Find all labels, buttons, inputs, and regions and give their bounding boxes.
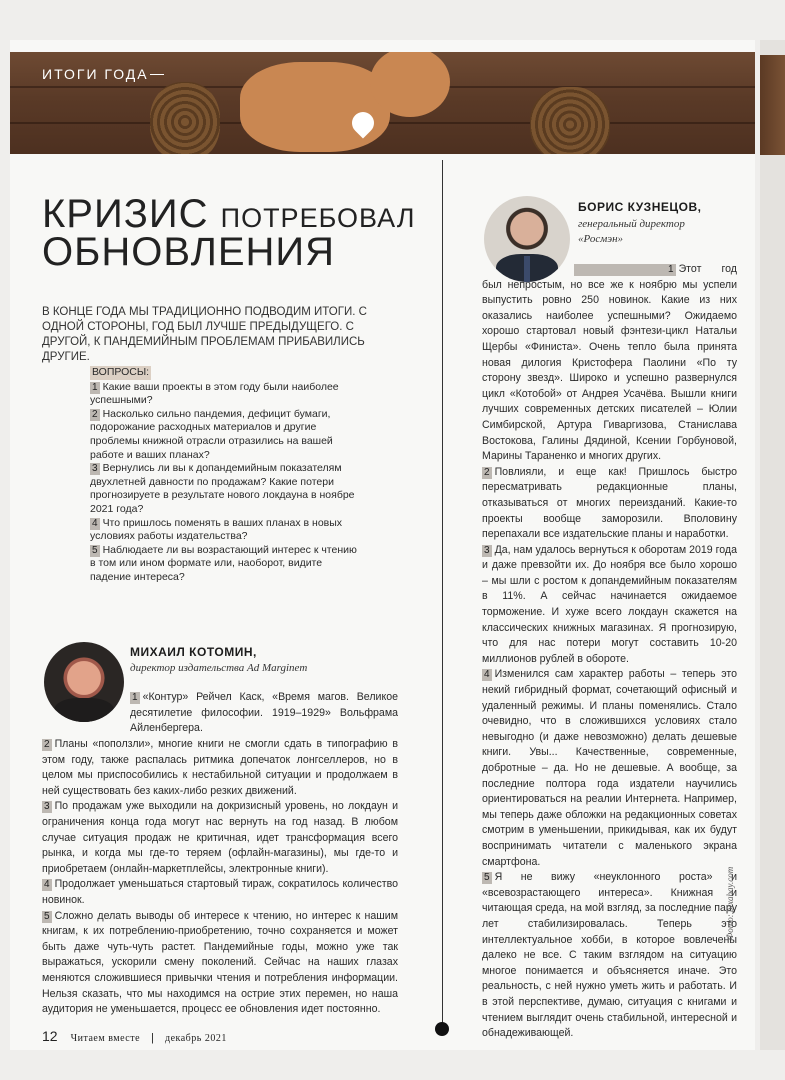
section-tag-rule	[150, 74, 164, 75]
answer-number: 4	[484, 669, 490, 681]
answer-number: 3	[44, 801, 50, 813]
lead-paragraph: В КОНЦЕ ГОДА МЫ ТРАДИЦИОННО ПОДВОДИМ ИТОГИ. С ОДНОЙ СТОРОНЫ, ГОД БЫЛ ЛУЧШЕ ПРЕДЫДУЩЕГО. С ДРУГОЙ, К ПАНДЕМИЙНЫМ ПРОБЛЕМАМ ПРИБАВИЛИСЬ ДРУГИЕ.	[42, 306, 367, 363]
question-item	[90, 517, 360, 544]
answer-paragraph	[482, 465, 737, 543]
answer-number: 5	[484, 872, 490, 884]
person2-name: БОРИС КУЗНЕЦОВ,	[578, 200, 702, 214]
issue-date: декабрь 2021	[165, 1033, 227, 1044]
answer-paragraph	[42, 877, 398, 908]
answer-text: «Контур» Рейчел Каск, «Время магов. Великое десятилетие философии. 1919–1929» Вольфрама Айленбергера.	[130, 691, 398, 735]
question-text: Наблюдаете ли вы возрастающий интерес к чтению в том или ином формате или, наоборот, видите падение интереса?	[90, 543, 357, 583]
section-tag: ИТОГИ ГОДА	[42, 66, 149, 82]
question-number: 4	[92, 517, 98, 529]
answer-paragraph	[482, 667, 737, 870]
answer-number: 1	[132, 692, 138, 703]
divider-end-dot	[435, 1022, 449, 1036]
answer-number: 3	[484, 544, 490, 556]
page-footer	[42, 1028, 227, 1044]
headline-word-crisis: КРИЗИС	[42, 192, 209, 236]
column-divider	[442, 160, 443, 1028]
question-text: Какие ваши проекты в этом году были наиболее успешными?	[90, 380, 339, 407]
answer-paragraph	[482, 543, 737, 668]
person1-name: МИХАИЛ КОТОМИН,	[130, 645, 257, 659]
answer-number: 4	[44, 879, 50, 891]
pine-cone-image-2	[530, 87, 610, 154]
answer-paragraph	[482, 262, 737, 465]
answer-number: 2	[484, 466, 490, 478]
answer-text: Этот год был непростым, но все же к ноябрю мы успели выпустить ровно 250 новинок. Какие из них оказались наиболее успешными? Ожидаемо хорошо стартовал новый фэнтези-цикл Натальи Щербы «Финиста». Очень тепло была принята новая дилогия Кристофера Паолини «По ту сторону звезд». Широко и успешно развернулся цикл «Котобой» от Андрея Усачёва. Вышли книги лучших современных детских писателей – Юлии Симбирской, Артура Гиваргизова, Станислава Востокова, Галины Дядиной, Ксении Горбуновой, Марины Тараненко и многих других.	[482, 263, 737, 463]
question-item	[90, 408, 360, 462]
question-number: 2	[92, 408, 98, 420]
answer-text: Сложно делать выводы об интересе к чтению, но интерес к нашим книгам, к их потреблению-приобретению, точно сохраняется и может быть даже чуть-чуть растет. Пандемийные годы, можно уже так выражаться, ускорили смену поколений. Сейчас на наших глазах меняются сложившиеся привычки чтения и потребления информации. Нельзя сказать, что мы находимся на острие этих перемен, но наша аудитория не уменьшается, процесс ее обновления идет постоянно.	[42, 909, 398, 1016]
answer-number: 1	[574, 264, 676, 276]
headline-word-demanded: ПОТРЕБОВАЛ	[220, 203, 416, 233]
question-text: Что пришлось поменять в ваших планах в новых условиях работы издательства?	[90, 516, 343, 543]
headline-line2: ОБНОВЛЕНИЯ	[42, 230, 336, 274]
page-number: 12	[42, 1028, 58, 1044]
answer-text: Да, нам удалось вернуться к оборотам 2019 года и даже превзойти их. До ноября все было хорошо – мы шли с ростом к допандемийным показателям в 11%. А сейчас начинается ожидаемое торможение. И хуже всего локдаун скажется на классических книжных магазинах. Я прогнозирую, что для нас потери могут составить 10-20 миллионов рублей в обороте.	[482, 543, 737, 665]
photo-credit: Фото: pixabay.com	[725, 866, 735, 940]
pine-cone-image	[150, 82, 220, 154]
person2-role-line2: «Росмэн»	[578, 233, 624, 245]
answer-text: Повлияли, и еще как! Пришлось быстро пересматривать редакционные планы, отказываться от многих переизданий. Какие-то проекты вообще заморозили. Вполовину перепахали все издательские планы и наработки.	[482, 465, 737, 541]
answer-text: Планы «поползли», многие книги не смогли сдать в типографию в этом году, также распалась ритмика допечаток лонгселлеров, но в целом мы приспособились к нестабильной ситуации и продолжаем в ней существовать без каких-либо резких движений.	[42, 738, 398, 797]
question-text: Насколько сильно пандемия, дефицит бумаги, подорожание расходных материалов и другие проблемы книжной отрасли отразились на вашей работе и ваших планах?	[90, 407, 333, 461]
gingerbread-head-image	[370, 52, 450, 117]
person1-answer-1	[130, 690, 398, 737]
person1-answers-rest	[42, 737, 398, 1018]
answer-text: По продажам уже выходили на докризисный уровень, но локдаун и ограничения конца года могут нас вернуть на год назад. В любом случае ситуация продаж не критичная, идет трансформация всего рынка, и когда мы где-то теряем (офлайн-магазины), мы где-то и приобретаем (онлайн-маркетплейсы, электронные книги).	[42, 800, 398, 875]
answer-paragraph	[42, 909, 398, 1018]
question-number: 5	[92, 544, 98, 556]
answer-text: Я не вижу «неуклонного роста» и «всевозрастающего интереса». Книжная и читающая среда, на мой взгляд, за последние пару лет стабилизировалась. Теперь это интеллектуальное хобби, в которое вовлечены далеко не все. С таким взглядом на ситуацию многое понимается и объясняется иначе. Это реальность, с ней нужно уметь жить и работать. И в этой перспективе, думаю, ситуация с книгами и чтением выглядит очень стабильной, интересной и обнадеживающей.	[482, 871, 737, 1040]
answer-number: 2	[44, 739, 50, 750]
footer-separator: |	[151, 1032, 154, 1044]
questions-title: ВОПРОСЫ:	[92, 366, 150, 378]
header-banner	[10, 52, 755, 154]
person1-role: директор издательства Ad Marginem	[130, 662, 308, 674]
person2-role-line1: генеральный директор	[578, 218, 685, 230]
question-number: 3	[92, 463, 98, 475]
magazine-page	[10, 40, 755, 1050]
question-item	[90, 462, 360, 516]
answer-paragraph	[482, 870, 737, 1042]
person2-answers	[482, 262, 737, 1042]
answer-text: Изменился сам характер работы – теперь это некий гибридный формат, сочетающий офисный и удаленный режимы. И планы поменялись. Стало очевидно, что в сложившихся условиях стало невыгодно (и даже невозможно) делать дешевые книги. Увы... Качественные, современные, добротные – да. Но не дешевые. А вообще, за последние полтора года издатели научились ориентироваться на реалии Интернета. Например, мы теперь даже обложки на редакционных советах смотрим в уменьшении, прикидывая, как их будут воспринимать читатели с маленького экрана смартфона.	[482, 668, 737, 868]
questions-block	[90, 366, 360, 585]
answer-paragraph	[42, 737, 398, 799]
avatar-kotomin	[44, 642, 124, 722]
magazine-name: Читаем вместе	[70, 1033, 141, 1044]
question-number: 1	[92, 381, 98, 393]
answer-text: Продолжает уменьшаться стартовый тираж, сократилось количество новинок.	[42, 878, 398, 906]
next-page-edge	[760, 40, 785, 1050]
question-item	[90, 381, 360, 408]
question-text: Вернулись ли вы к допандемийным показателям двухлетней давности по продажам? Какие потери прогнозируете в результате нового локдауна в ноябре 2021 года?	[90, 462, 355, 515]
gingerbread-image	[240, 62, 390, 152]
question-item	[90, 544, 360, 585]
answer-paragraph	[42, 799, 398, 877]
answer-number: 5	[44, 910, 50, 922]
